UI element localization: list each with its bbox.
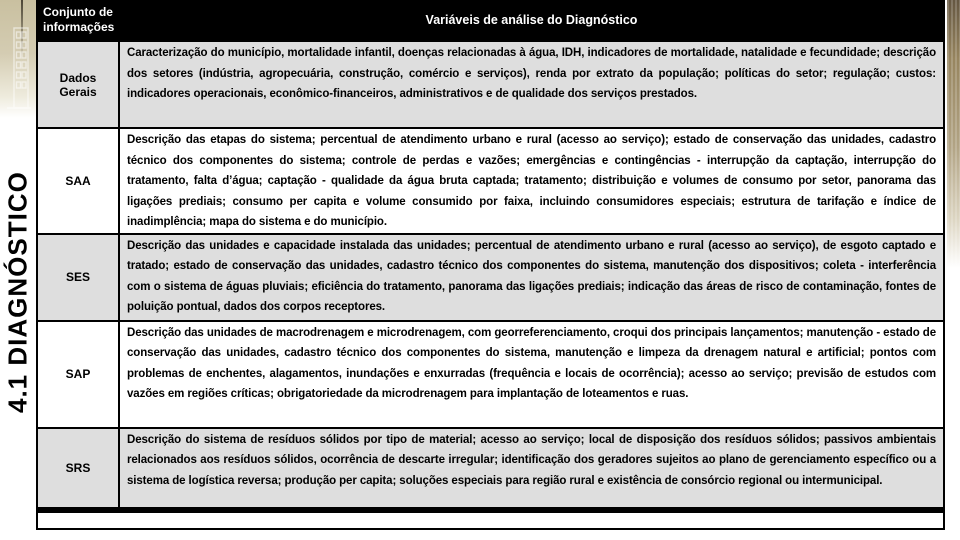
table-row-sap xyxy=(38,320,943,427)
table-header-row xyxy=(38,0,943,40)
section-title-vertical: 4.1 DIAGNÓSTICO xyxy=(2,171,33,413)
row-description: Caracterização do município, mortalidade infantil, doenças relacionadas à água, IDH, indicadores de mortalidade, natalidade e fecundidade; descrição dos setores (indústria, agropecuária, construção, comércio e serviços), renda por extrato da população; políticas do setor; regulação; custos: indicadores operacionais, econômico-financeiros, administrativos e de qualidade dos serviços prestados. xyxy=(127,47,936,100)
right-margin-decoration xyxy=(947,0,960,268)
row-label: SAP xyxy=(38,322,120,427)
diagnostic-variables-table xyxy=(36,0,945,530)
row-label: SAA xyxy=(38,129,120,233)
row-description: Descrição das unidades e capacidade instalada das unidades; percentual de atendimento urbano e rural (acesso ao serviço), de esgoto captado e tratado; estado de conservação das unidades, cadastro técnico dos componentes do sistema, manutenção dos dispositivos; coleta - interferência com o sistema de águas pluviais; eficiência do tratamento, panorama das ligações prediais; indicação das áreas de risco de contaminação, fontes de poluição pontual, dados dos corpos receptores. xyxy=(127,239,936,313)
row-description: Descrição das unidades de macrodrenagem e microdrenagem, com georreferenciamento, croqui dos principais lançamentos; manutenção - estado de conservação das unidades, cadastro técnico dos componentes do sistema, manutenção e limpeza da drenagem natural e artificial; pontos com problemas de enchentes, alagamentos, inundações e enxurradas (frequência e locais de ocorrência); acesso ao serviço; previsão de estudos com vazões em regiões críticas; obrigatoriedade da microdrenagem para implantação de loteamentos e ruas. xyxy=(127,326,936,400)
row-description: Descrição das etapas do sistema; percentual de atendimento urbano e rural (acesso ao serviço); estado de conservação das unidades, cadastro técnico dos componentes do sistema; controle de perdas e vazões; emergências e contingências - interrupção da captação, interrupção do tratamento, falta d’água; captação - qualidade da água bruta captada; tratamento; distribuição e volumes de consumo por setor, panorama das ligações prediais; consumo per capita e volume consumido por faixa, incluindo consumidores especiais; estrutura de tarifação e índice de inadimplência; mapa do sistema e do município. xyxy=(127,134,936,228)
building-outline-icon xyxy=(5,26,33,110)
row-label: SES xyxy=(38,235,120,320)
table-row-dados-gerais xyxy=(38,40,943,127)
table-row-srs xyxy=(38,427,943,507)
row-label: SRS xyxy=(38,429,120,507)
table-row-ses xyxy=(38,233,943,320)
row-label: Dados Gerais xyxy=(38,42,120,127)
row-description: Descrição do sistema de resíduos sólidos por tipo de material; acesso ao serviço; local de disposição dos resíduos sólidos; passivos ambientais relacionados aos resíduos sólidos, ocorrência de descarte irregular; identificação dos geradores sujeitos ao plano de gerenciamento específico ou a sistema de logística reversa; produção per capita; soluções especiais para região rural e existência de consórcio regional ou intermunicipal. xyxy=(127,433,936,487)
header-col-info-sets: Conjunto de informações xyxy=(43,5,115,34)
header-col-analysis-variables: Variáveis de análise do Diagnóstico xyxy=(425,13,638,27)
table-row-saa xyxy=(38,127,943,233)
table-empty-footer-row xyxy=(38,513,943,528)
left-margin-decoration xyxy=(0,0,36,118)
